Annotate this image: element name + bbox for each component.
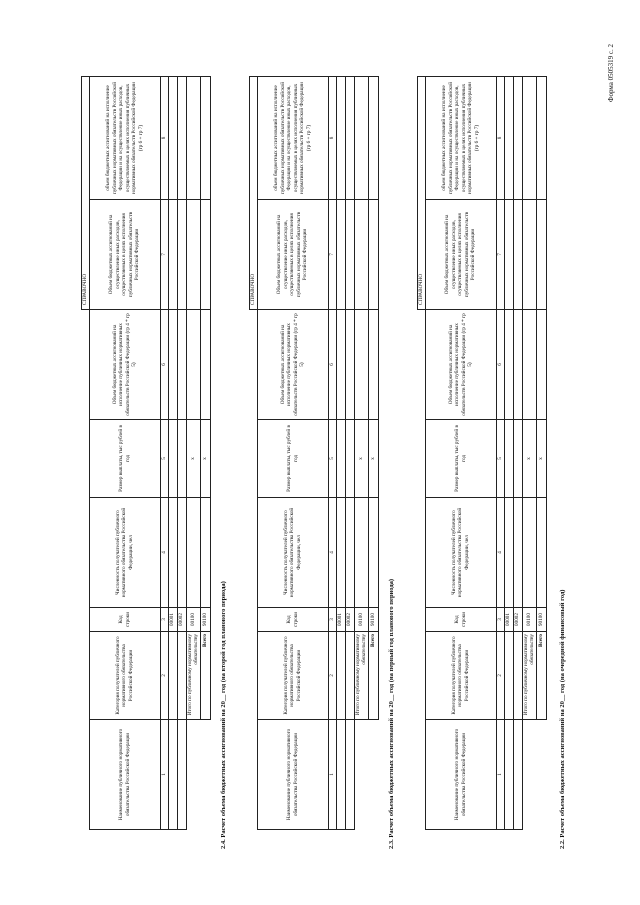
total-value-col-8[interactable] [536,77,546,200]
column-header-3: Код строки [257,608,328,632]
column-header-6: Объем бюджетных ассигнований на исполнение публичных нормативных обязательств Российской Федерации (гр 4 * гр 5) [89,310,160,420]
spravochno-label: СПРАВОЧНО [418,77,426,310]
obligation-name-cell[interactable] [177,720,186,830]
total-value-col-6[interactable] [368,310,378,420]
value-cell-col-6[interactable] [513,310,522,420]
subtotal-value-col-7[interactable] [522,200,536,310]
recipient-category-cell[interactable] [168,632,177,720]
column-header-2: Категория получателей публичного нормативного обязательства Российской Федерации [425,632,496,720]
column-header-2: Категория получателей публичного нормативного обязательства Российской Федерации [89,632,160,720]
column-header-5: Размер выплаты, тыс рублей в год [425,420,496,498]
subtotal-code: 00100 [522,608,536,632]
section-2-4-title: 2.4. Расчет объема бюджетных ассигнований на 20__ год (на второй год планового периода) [220,581,227,849]
total-recipients-cell[interactable] [536,498,546,608]
total-label: Всего [200,632,210,720]
subtotal-value-col-8[interactable] [186,77,200,200]
column-header-6: Объем бюджетных ассигнований на исполнение публичных нормативных обязательств Российской Федерации (гр 4 * гр 5) [425,310,496,420]
row-code: 00001 [336,608,345,632]
column-number-2: 2 [496,632,504,720]
value-cell-col-4[interactable] [177,498,186,608]
column-header-5: Размер выплаты, тыс рублей в год [257,420,328,498]
column-number-7: 7 [160,200,168,310]
row-code: 00002 [177,608,186,632]
value-cell-col-4[interactable] [168,498,177,608]
column-header-1: Наименование публичного нормативного обязательства Российской Федерации [257,720,328,830]
column-header-3: Код строки [425,608,496,632]
recipient-category-cell[interactable] [336,632,345,720]
value-cell-col-5[interactable] [345,420,354,498]
subtotal-value-col-6[interactable] [186,310,200,420]
total-value-col-6[interactable] [200,310,210,420]
value-cell-col-7[interactable] [168,200,177,310]
value-cell-col-6[interactable] [168,310,177,420]
row-code: 00001 [168,608,177,632]
column-number-8: 8 [328,77,336,200]
total-value-col-7[interactable] [368,200,378,310]
value-cell-col-8[interactable] [336,77,345,200]
value-cell-col-7[interactable] [177,200,186,310]
row-code: 00002 [513,608,522,632]
obligation-name-cell[interactable] [504,720,513,830]
column-header-4: Численность получателей публичного нормативного обязательства Российской Федерации, чел [425,498,496,608]
subtotal-value-col-7[interactable] [354,200,368,310]
subtotal-value-col-6[interactable] [522,310,536,420]
total-x-mark: x [368,420,378,498]
value-cell-col-5[interactable] [504,420,513,498]
value-cell-col-4[interactable] [336,498,345,608]
spravochno-label: СПРАВОЧНО [82,77,90,310]
column-header-8: объем бюджетных ассигнований на исполнение публичных нормативных обязательств Российской Федерации и на осуществление иных расходов, осуществляемых в целях исполнения публичных нормативных обязательств Российской Федерации (гр 6 + гр 7) [257,77,328,200]
value-cell-col-4[interactable] [345,498,354,608]
column-header-8: объем бюджетных ассигнований на исполнение публичных нормативных обязательств Российской Федерации и на осуществление иных расходов, осуществляемых в целях исполнения публичных нормативных обязательств Российской Федерации (гр 6 + гр 7) [89,77,160,200]
value-cell-col-8[interactable] [345,77,354,200]
column-number-4: 4 [328,498,336,608]
recipient-category-cell[interactable] [513,632,522,720]
subtotal-value-col-7[interactable] [186,200,200,310]
recipient-category-cell[interactable] [504,632,513,720]
subtotal-x-mark: x [186,420,200,498]
column-header-7: Объем бюджетных ассигнований на осуществление иных расходов, осуществляемых в целях исполнения публичных нормативных обязательств Российской Федерации [425,200,496,310]
value-cell-col-6[interactable] [345,310,354,420]
column-header-1: Наименование публичного нормативного обязательства Российской Федерации [425,720,496,830]
total-recipients-cell[interactable] [368,498,378,608]
total-value-col-7[interactable] [200,200,210,310]
subtotal-recipients-cell[interactable] [186,498,200,608]
section-2-2-title: 2.2. Расчет объема бюджетных ассигнований на 20__ год (на очередной финансовый год) [559,589,566,849]
subtotal-value-col-6[interactable] [354,310,368,420]
table-section-2-2 [417,76,547,830]
row-code: 00002 [345,608,354,632]
subtotal-label: Итого по публичному нормативному обязательству [354,632,368,720]
total-label: Всего [368,632,378,720]
column-number-6: 6 [496,310,504,420]
column-header-4: Численность получателей публичного нормативного обязательства Российской Федерации, чел [89,498,160,608]
value-cell-col-8[interactable] [504,77,513,200]
column-number-7: 7 [328,200,336,310]
total-value-col-7[interactable] [536,200,546,310]
column-header-7: Объем бюджетных ассигнований на осуществление иных расходов, осуществляемых в целях исполнения публичных нормативных обязательств Российской Федерации [89,200,160,310]
value-cell-col-4[interactable] [513,498,522,608]
value-cell-col-8[interactable] [513,77,522,200]
total-label: Всего [536,632,546,720]
column-number-2: 2 [160,632,168,720]
column-header-7: Объем бюджетных ассигнований на осуществление иных расходов, осуществляемых в целях исполнения публичных нормативных обязательств Российской Федерации [257,200,328,310]
spravochno-label: СПРАВОЧНО [250,77,258,310]
recipient-category-cell[interactable] [345,632,354,720]
obligation-name-cell[interactable] [345,720,354,830]
column-number-3: 3 [160,608,168,632]
column-header-2: Категория получателей публичного нормативного обязательства Российской Федерации [257,632,328,720]
column-number-5: 5 [160,420,168,498]
value-cell-col-7[interactable] [513,200,522,310]
column-header-4: Численность получателей публичного нормативного обязательства Российской Федерации, чел [257,498,328,608]
total-value-col-8[interactable] [368,77,378,200]
column-number-8: 8 [160,77,168,200]
column-number-6: 6 [160,310,168,420]
column-number-1: 1 [328,720,336,830]
total-code: 90100 [368,608,378,632]
column-number-5: 5 [328,420,336,498]
value-cell-col-7[interactable] [336,200,345,310]
column-header-3: Код строки [89,608,160,632]
table-section-2-4 [81,76,211,830]
column-number-1: 1 [496,720,504,830]
column-number-3: 3 [328,608,336,632]
subtotal-recipients-cell[interactable] [354,498,368,608]
subtotal-code: 00100 [354,608,368,632]
obligation-name-cell[interactable] [168,720,177,830]
subtotal-recipients-cell[interactable] [522,498,536,608]
column-number-1: 1 [160,720,168,830]
subtotal-code: 00100 [186,608,200,632]
total-code: 90100 [200,608,210,632]
value-cell-col-7[interactable] [504,200,513,310]
subtotal-value-col-8[interactable] [354,77,368,200]
total-value-col-8[interactable] [200,77,210,200]
obligation-name-cell[interactable] [336,720,345,830]
form-number: Форма 0505319 с. 2 [607,43,615,102]
table-section-2-3 [249,76,379,830]
value-cell-col-5[interactable] [513,420,522,498]
column-number-8: 8 [496,77,504,200]
subtotal-x-mark: x [354,420,368,498]
value-cell-col-5[interactable] [336,420,345,498]
value-cell-col-8[interactable] [168,77,177,200]
column-header-6: Объем бюджетных ассигнований на исполнение публичных нормативных обязательств Российской Федерации (гр 4 * гр 5) [257,310,328,420]
obligation-name-cell[interactable] [513,720,522,830]
total-x-mark: x [200,420,210,498]
value-cell-col-7[interactable] [345,200,354,310]
section-2-3-title: 2.3. Расчет объема бюджетных ассигнований на 20__ год (на первый год планового периода) [388,578,395,849]
row-code: 00001 [504,608,513,632]
value-cell-col-4[interactable] [504,498,513,608]
column-number-5: 5 [496,420,504,498]
recipient-category-cell[interactable] [177,632,186,720]
subtotal-value-col-8[interactable] [522,77,536,200]
value-cell-col-8[interactable] [177,77,186,200]
total-code: 90100 [536,608,546,632]
subtotal-label: Итого по публичному нормативному обязательству [186,632,200,720]
column-number-4: 4 [496,498,504,608]
column-number-6: 6 [328,310,336,420]
column-header-8: объем бюджетных ассигнований на исполнение публичных нормативных обязательств Российской Федерации и на осуществление иных расходов, осуществляемых в целях исполнения публичных нормативных обязательств Российской Федерации (гр 6 + гр 7) [425,77,496,200]
column-header-1: Наименование публичного нормативного обязательства Российской Федерации [89,720,160,830]
column-header-5: Размер выплаты, тыс рублей в год [89,420,160,498]
value-cell-col-5[interactable] [168,420,177,498]
column-number-7: 7 [496,200,504,310]
subtotal-x-mark: x [522,420,536,498]
total-x-mark: x [536,420,546,498]
column-number-3: 3 [496,608,504,632]
total-value-col-6[interactable] [536,310,546,420]
value-cell-col-5[interactable] [177,420,186,498]
value-cell-col-6[interactable] [504,310,513,420]
total-recipients-cell[interactable] [200,498,210,608]
column-number-4: 4 [160,498,168,608]
subtotal-label: Итого по публичному нормативному обязательству [522,632,536,720]
value-cell-col-6[interactable] [177,310,186,420]
column-number-2: 2 [328,632,336,720]
value-cell-col-6[interactable] [336,310,345,420]
